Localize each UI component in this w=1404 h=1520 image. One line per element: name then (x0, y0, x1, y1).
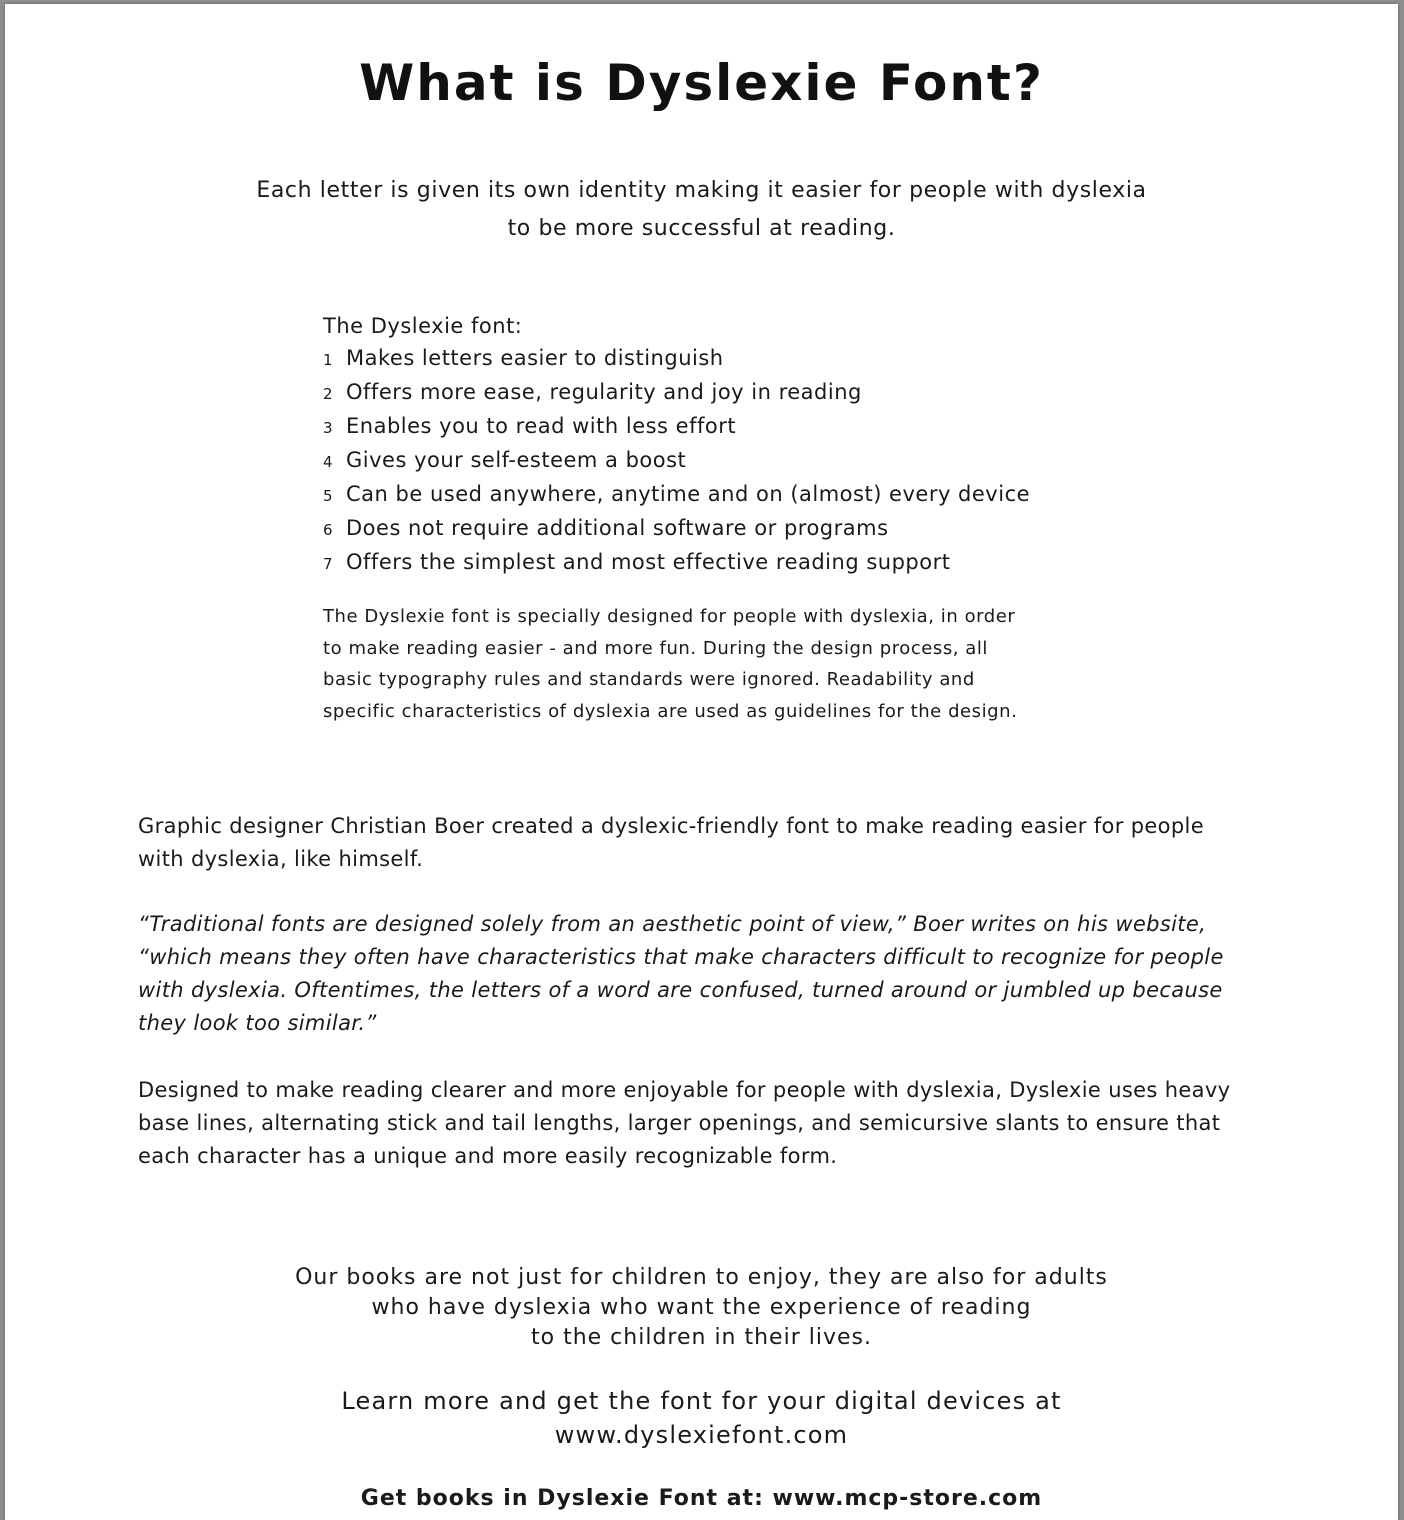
paragraph-line: to the children in their lives. (531, 1325, 872, 1350)
paragraph-line: base lines, alternating stick and tail lengths, larger openings, and semicursive slants to ensure that (138, 1111, 1221, 1135)
paragraph-line: “Traditional fonts are designed solely from an aesthetic point of view,” Boer writes on his website, (138, 912, 1207, 936)
list-item (323, 410, 1103, 444)
quote-paragraph (138, 908, 1278, 1040)
boer-paragraph (138, 810, 1278, 876)
list-item (323, 342, 1103, 376)
paragraph-line: with dyslexia. Oftentimes, the letters of a word are confused, turned around or jumbled up because (138, 978, 1223, 1002)
feature-heading: The Dyslexie font: (323, 314, 523, 338)
list-number: 2 (323, 385, 334, 403)
paragraph-line: each character has a unique and more easily recognizable form. (138, 1144, 838, 1168)
intro-line-2: to be more successful at reading. (507, 216, 896, 241)
list-number: 4 (323, 453, 334, 471)
list-number: 6 (323, 521, 334, 539)
list-item (323, 478, 1103, 512)
list-text: Makes letters easier to distinguish (346, 346, 724, 370)
list-text: Gives your self-esteem a boost (346, 448, 687, 472)
list-text: Can be used anywhere, anytime and on (almost) every device (346, 482, 1031, 506)
list-number: 5 (323, 487, 334, 505)
feature-list (323, 342, 1103, 580)
get-books-line (5, 1484, 1398, 1514)
list-number: 3 (323, 419, 334, 437)
paragraph-line: The Dyslexie font is specially designed for people with dyslexia, in order (323, 606, 1016, 627)
intro-paragraph (5, 172, 1398, 248)
dyslexiefont-url: www.dyslexiefont.com (554, 1421, 849, 1449)
get-books-text: Get books in Dyslexie Font at: www.mcp-store.com (360, 1486, 1043, 1511)
list-text: Enables you to read with less effort (346, 414, 737, 438)
page-title: What is Dyslexie Font? (359, 54, 1044, 112)
designed-paragraph (138, 1074, 1278, 1173)
list-item (323, 512, 1103, 546)
learn-more-paragraph (5, 1384, 1398, 1452)
paragraph-line: to make reading easier - and more fun. During the design process, all (323, 637, 988, 659)
list-text: Offers the simplest and most effective reading support (346, 550, 951, 574)
list-number: 7 (323, 555, 334, 573)
feature-section (323, 310, 1103, 580)
paragraph-line: basic typography rules and standards were ignored. Readability and (323, 669, 975, 690)
paragraph-line: specific characteristics of dyslexia are used as guidelines for the design. (323, 700, 1018, 722)
list-item (323, 444, 1103, 478)
paragraph-line: with dyslexia, like himself. (138, 847, 424, 871)
list-item (323, 376, 1103, 410)
learn-more-text: Learn more and get the font for your digital devices at (341, 1387, 1062, 1415)
intro-line-1: Each letter is given its own identity making it easier for people with dyslexia (256, 178, 1147, 203)
paragraph-line: Our books are not just for children to enjoy, they are also for adults (295, 1265, 1108, 1290)
paragraph-line: who have dyslexia who want the experience of reading (371, 1295, 1032, 1320)
design-paragraph (323, 601, 1103, 727)
document-page (5, 4, 1398, 1520)
paragraph-line: Designed to make reading clearer and more enjoyable for people with dyslexia, Dyslexie uses heavy (138, 1078, 1231, 1102)
list-number: 1 (323, 351, 334, 369)
books-paragraph (5, 1263, 1398, 1353)
list-text: Offers more ease, regularity and joy in reading (346, 380, 862, 404)
list-text: Does not require additional software or programs (346, 516, 889, 540)
paragraph-line: “which means they often have characteristics that make characters difficult to recognize for people (138, 945, 1224, 969)
paragraph-line: Graphic designer Christian Boer created a dyslexic-friendly font to make reading easier for people (138, 814, 1205, 838)
paragraph-line: they look too similar.” (138, 1011, 377, 1035)
list-item (323, 546, 1103, 580)
